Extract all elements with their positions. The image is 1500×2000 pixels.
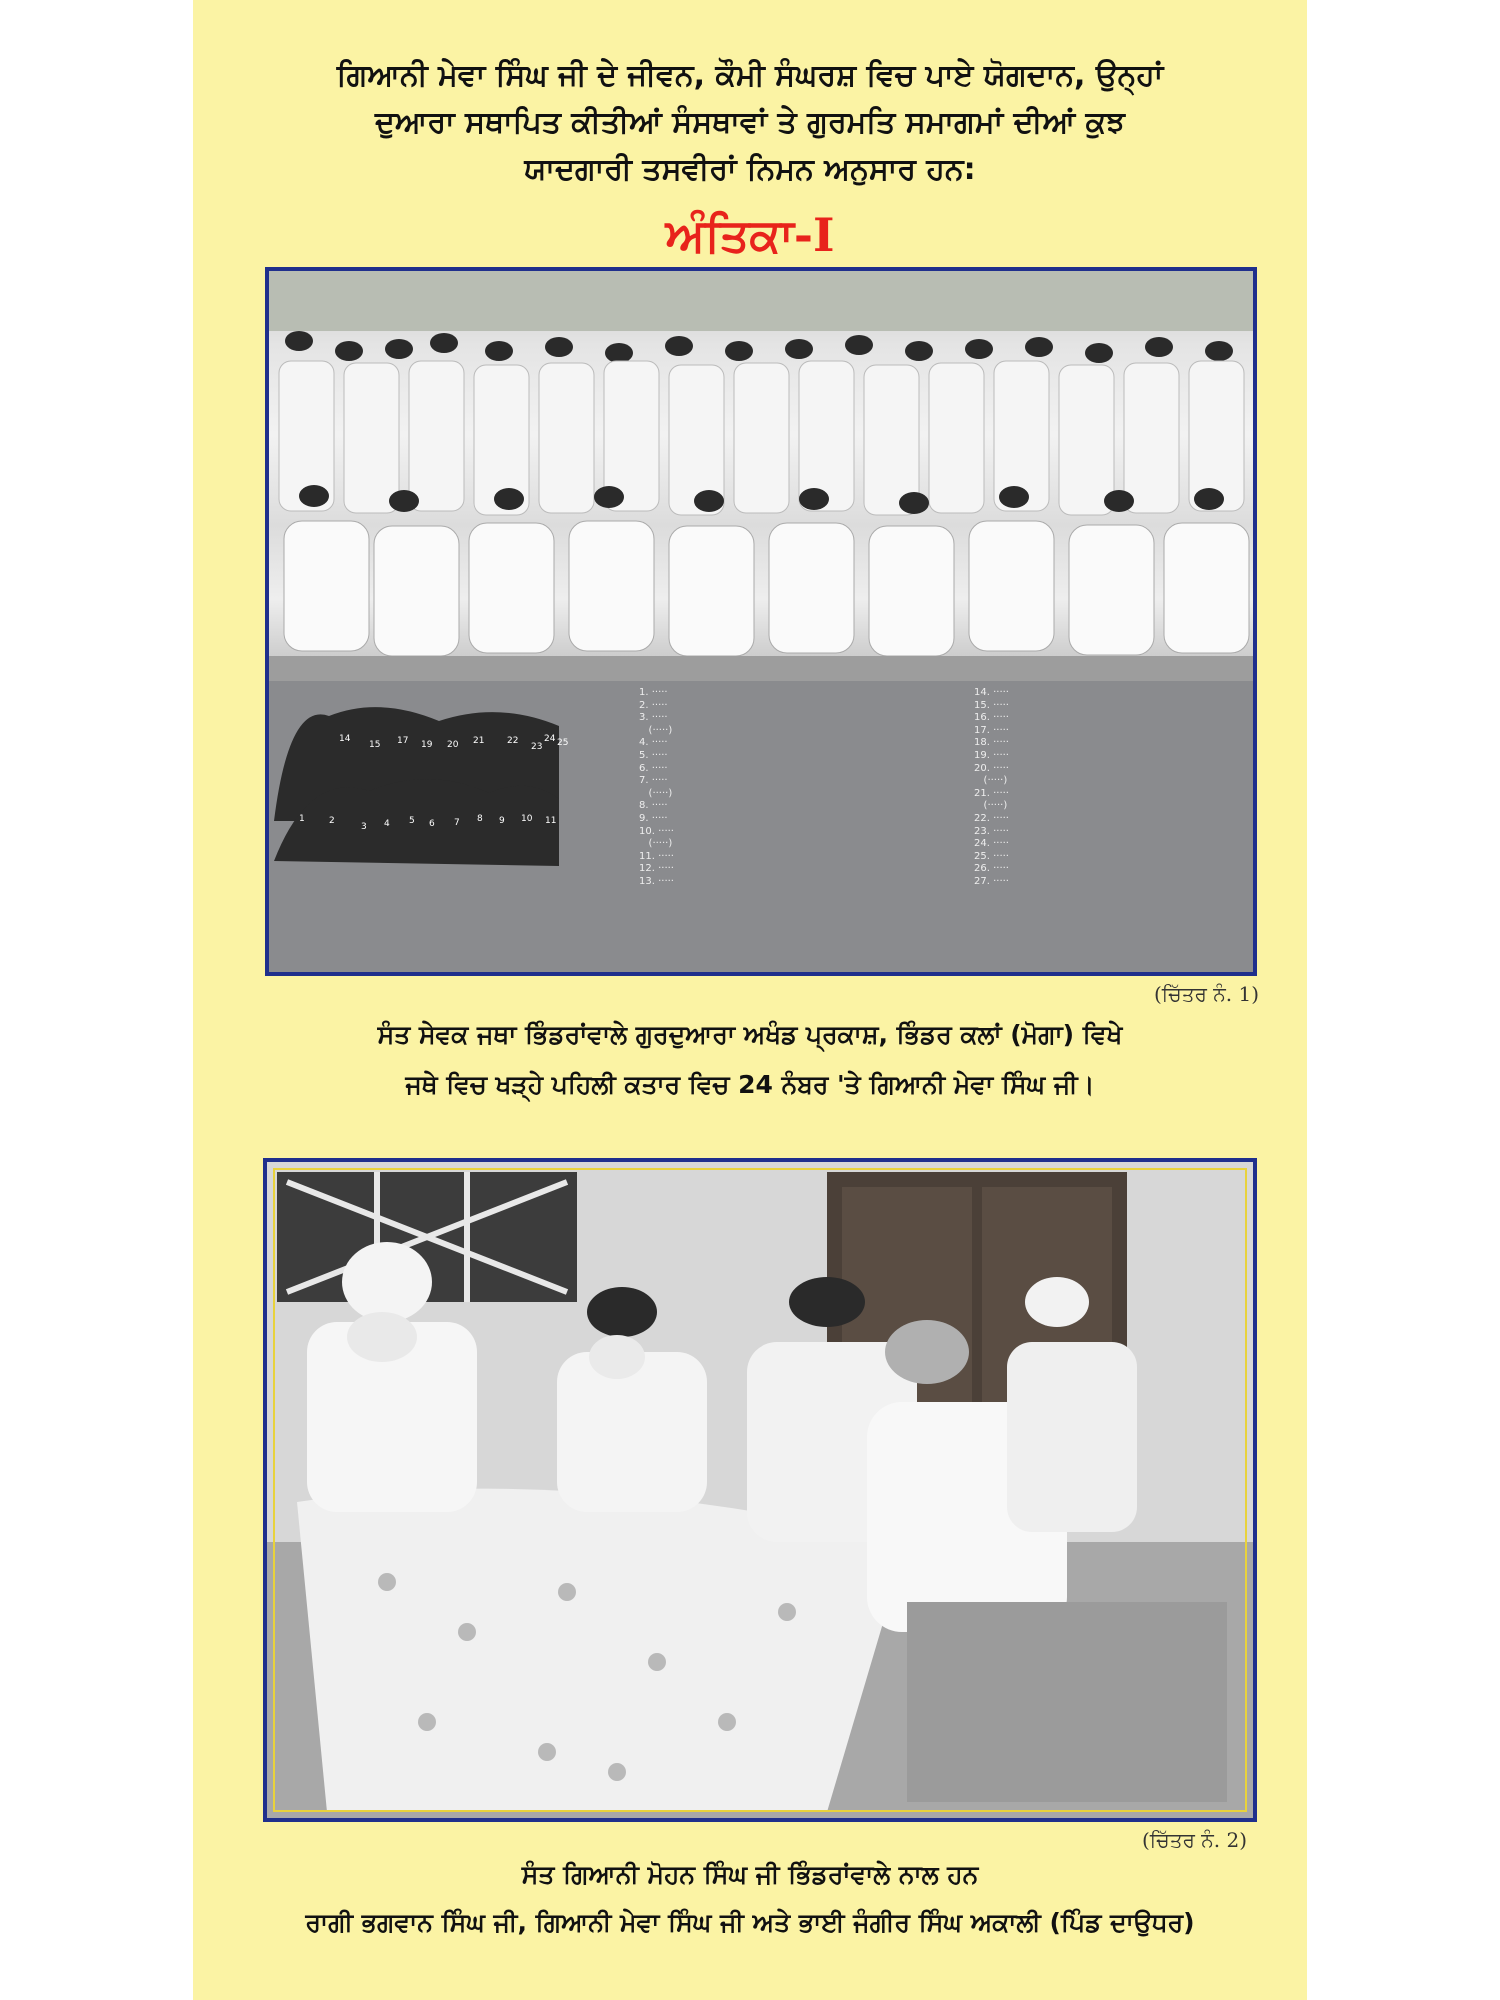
svg-text:9: 9	[499, 816, 505, 826]
booklet-page	[193, 0, 1307, 2000]
svg-text:21: 21	[473, 736, 485, 746]
svg-text:10: 10	[521, 814, 533, 824]
svg-text:2: 2	[329, 816, 335, 826]
svg-text:11: 11	[545, 816, 557, 826]
svg-text:6: 6	[429, 819, 435, 829]
svg-text:5: 5	[409, 816, 415, 826]
inner-photo-frame	[273, 1168, 1247, 1812]
annex-title: ਅੰਤਿਕਾ-I	[665, 208, 835, 262]
svg-text:3: 3	[361, 822, 367, 832]
svg-text:1: 1	[299, 814, 305, 824]
figure-1-caption-line-2: ਜਥੇ ਵਿਚ ਖੜ੍ਹੇ ਪਹਿਲੀ ਕਤਾਰ ਵਿਚ 24 ਨੰਬਰ 'ਤੇ ਗਿਆਨੀ ਮੇਵਾ ਸਿੰਘ ਜੀ।	[405, 1070, 1095, 1099]
figure-2-caption-line-2: ਰਾਗੀ ਭਗਵਾਨ ਸਿੰਘ ਜੀ, ਗਿਆਨੀ ਮੇਵਾ ਸਿੰਘ ਜੀ ਅਤੇ ਭਾਈ ਜੰਗੀਰ ਸਿੰਘ ਅਕਾਲੀ (ਪਿੰਡ ਦਾਉਧਰ)	[305, 1908, 1195, 1937]
silhouette-key-diagram	[269, 681, 1253, 976]
group-photograph-figure-1	[265, 267, 1257, 976]
svg-text:19: 19	[421, 740, 433, 750]
svg-text:8: 8	[477, 814, 483, 824]
svg-text:25: 25	[557, 738, 569, 748]
figure-2-caption-line-1: ਸੰਤ ਗਿਆਨੀ ਮੋਹਨ ਸਿੰਘ ਜੀ ਭਿੰਡਰਾਂਵਾਲੇ ਨਾਲ ਹਨ	[521, 1860, 979, 1889]
intro-heading-line-3: ਯਾਦਗਾਰੀ ਤਸਵੀਰਾਂ ਨਿਮਨ ਅਨੁਸਾਰ ਹਨ:	[524, 152, 976, 187]
svg-text:17: 17	[397, 736, 409, 746]
intro-heading-line-2: ਦੁਆਰਾ ਸਥਾਪਿਤ ਕੀਤੀਆਂ ਸੰਸਥਾਵਾਂ ਤੇ ਗੁਰਮਤਿ ਸਮਾਗਮਾਂ ਦੀਆਂ ਕੁਝ	[375, 105, 1125, 140]
figure-2-number: (ਚਿੱਤਰ ਨੰ. 2)	[1141, 1828, 1247, 1852]
svg-text:20: 20	[447, 740, 459, 750]
group-photo-image	[269, 271, 1253, 681]
svg-text:24: 24	[544, 734, 556, 744]
svg-text:7: 7	[454, 818, 460, 828]
svg-text:22: 22	[507, 736, 519, 746]
name-key-list-right: 14. ····· 15. ····· 16. ····· 17. ····· 18. ····· 19. ····· 20. ····· (·····) 21. ····· (·····) 22. ····· 23. ····· 24. ····· 25. ····· 26. ····· 27. ·····	[974, 687, 1009, 887]
photograph-figure-2	[263, 1158, 1257, 1822]
svg-text:23: 23	[531, 742, 543, 752]
svg-text:4: 4	[384, 819, 390, 829]
figure-1-caption-line-1: ਸੰਤ ਸੇਵਕ ਜਥਾ ਭਿੰਡਰਾਂਵਾਲੇ ਗੁਰਦੁਆਰਾ ਅਖੰਡ ਪ੍ਰਕਾਸ਼, ਭਿੰਡਰ ਕਲਾਂ (ਮੋਗਾ) ਵਿਖੇ	[377, 1020, 1123, 1049]
intro-heading-line-1: ਗਿਆਨੀ ਮੇਵਾ ਸਿੰਘ ਜੀ ਦੇ ਜੀਵਨ, ਕੌਮੀ ਸੰਘਰਸ਼ ਵਿਚ ਪਾਏ ਯੋਗਦਾਨ, ਉਨ੍ਹਾਂ	[336, 58, 1164, 93]
svg-text:15: 15	[369, 740, 381, 750]
name-key-list-left: 1. ····· 2. ····· 3. ····· (·····) 4. ····· 5. ····· 6. ····· 7. ····· (·····) 8. ····· 9. ····· 10. ····· (·····) 11. ····· 12. ····· 13. ·····	[639, 687, 674, 887]
svg-text:14: 14	[339, 734, 351, 744]
figure-1-number: (ਚਿੱਤਰ ਨੰ. 1)	[1153, 982, 1259, 1006]
photo-key-panel	[269, 681, 1253, 976]
